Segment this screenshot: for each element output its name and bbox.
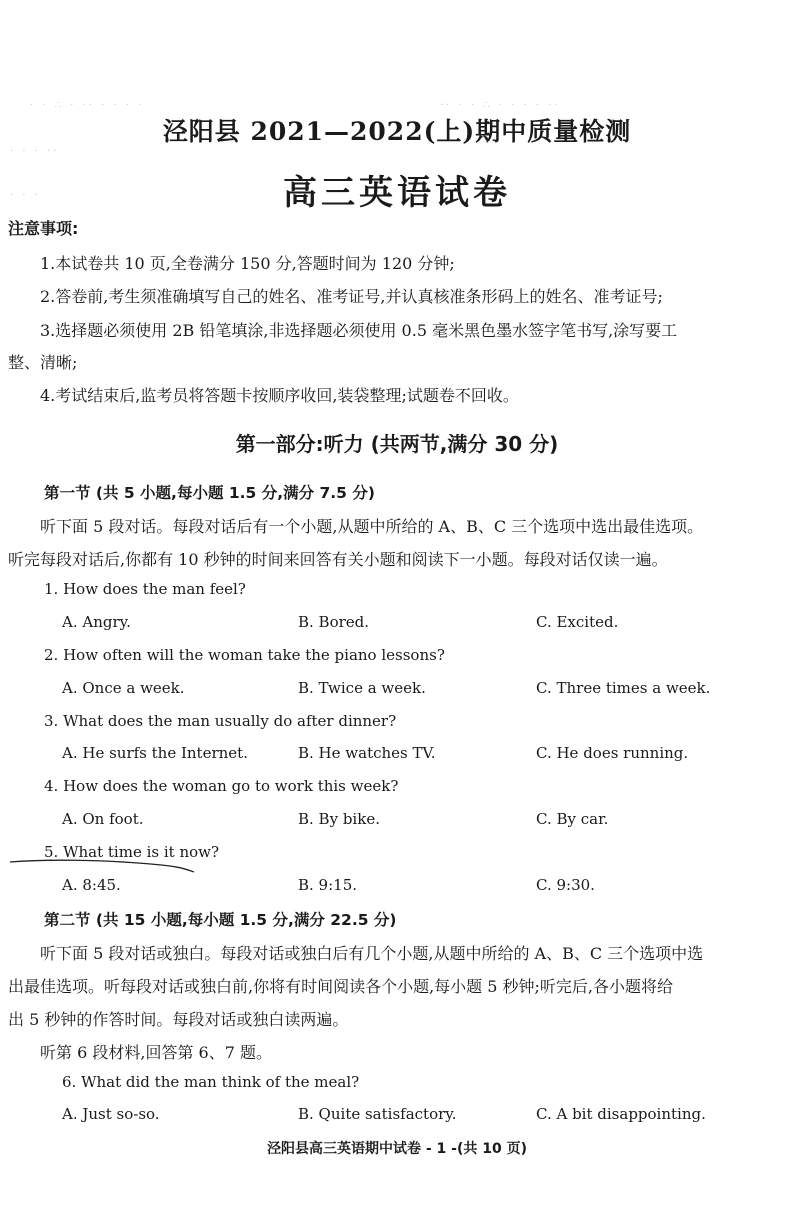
notice-item: 3.选择题必须使用 2B 铅笔填涂,非选择题必须使用 0.5 毫米黑色墨水签字笔书写,涂写要工 <box>40 321 678 340</box>
question-text: 2. How often will the woman take the piano lessons? <box>44 646 445 664</box>
material-instruction: 听第 6 段材料,回答第 6、7 题。 <box>40 1043 272 1062</box>
option-a: A. Once a week. <box>62 679 185 697</box>
notice-item: 4.考试结束后,监考员将答题卡按顺序收回,装袋整理;试题卷不回收。 <box>40 386 519 405</box>
section-instruction: 听下面 5 段对话。每段对话后有一个小题,从题中所给的 A、B、C 三个选项中选出最佳选项。 <box>40 517 704 536</box>
notice-item: 整、清晰; <box>8 353 78 372</box>
section-instruction: 听完每段对话后,你都有 10 秒钟的时间来回答有关小题和阅读下一小题。每段对话仅读一遍。 <box>8 550 668 569</box>
part-title: 第一部分:听力 (共两节,满分 30 分) <box>235 432 559 456</box>
section-instruction: 出最佳选项。听每段对话或独白前,你将有时间阅读各个小题,每小题 5 秒钟;听完后,各小题将给 <box>8 977 674 996</box>
option-b: B. Bored. <box>298 613 370 631</box>
question-text: 5. What time is it now? <box>44 843 220 861</box>
exam-subtitle: 泾阳县 2021—2022(上)期中质量检测 <box>162 117 632 146</box>
question-text: 3. What does the man usually do after dinner? <box>44 712 397 730</box>
scan-noise: · · ∴ · ·· · · · · <box>30 100 145 111</box>
question-text: 4. How does the woman go to work this week? <box>44 777 399 795</box>
option-c: C. A bit disappointing. <box>536 1105 706 1123</box>
option-b: B. He watches TV. <box>298 744 436 762</box>
notice-item: 1.本试卷共 10 页,全卷满分 150 分,答题时间为 120 分钟; <box>40 254 455 273</box>
question-text: 6. What did the man think of the meal? <box>62 1073 360 1091</box>
option-c: C. He does running. <box>536 744 689 762</box>
section-instruction: 听下面 5 段对话或独白。每段对话或独白后有几个小题,从题中所给的 A、B、C 三个选项中选 <box>40 944 704 963</box>
section-heading: 第二节 (共 15 小题,每小题 1.5 分,满分 22.5 分) <box>44 911 397 929</box>
option-b: B. Quite satisfactory. <box>298 1105 457 1123</box>
question-text: 1. How does the man feel? <box>44 580 246 598</box>
option-a: A. Just so-so. <box>62 1105 160 1123</box>
section-heading: 第一节 (共 5 小题,每小题 1.5 分,满分 7.5 分) <box>44 484 375 502</box>
option-c: C. By car. <box>536 810 609 828</box>
option-a: A. Angry. <box>62 613 131 631</box>
scan-noise: · · · <box>10 190 41 201</box>
option-b: B. 9:15. <box>298 876 358 894</box>
option-a: A. He surfs the Internet. <box>62 744 248 762</box>
option-a: A. On foot. <box>62 810 144 828</box>
option-c: C. Three times a week. <box>536 679 711 697</box>
option-c: C. 9:30. <box>536 876 595 894</box>
pen-underline-mark <box>8 856 198 876</box>
page-footer: 泾阳县高三英语期中试卷 - 1 -(共 10 页) <box>266 1141 527 1157</box>
scan-noise: · · · ·· <box>10 146 60 157</box>
option-b: B. Twice a week. <box>298 679 426 697</box>
exam-title: 高三英语试卷 <box>283 173 511 213</box>
section-instruction: 出 5 秒钟的作答时间。每段对话或独白读两遍。 <box>8 1010 349 1029</box>
option-a: A. 8:45. <box>62 876 121 894</box>
scan-noise: ·· · · ∴ · · · · ·· <box>440 100 561 111</box>
option-c: C. Excited. <box>536 613 619 631</box>
option-b: B. By bike. <box>298 810 380 828</box>
notice-heading: 注意事项: <box>8 219 79 238</box>
notice-item: 2.答卷前,考生须准确填写自己的姓名、准考证号,并认真核准条形码上的姓名、准考证号; <box>40 287 663 306</box>
